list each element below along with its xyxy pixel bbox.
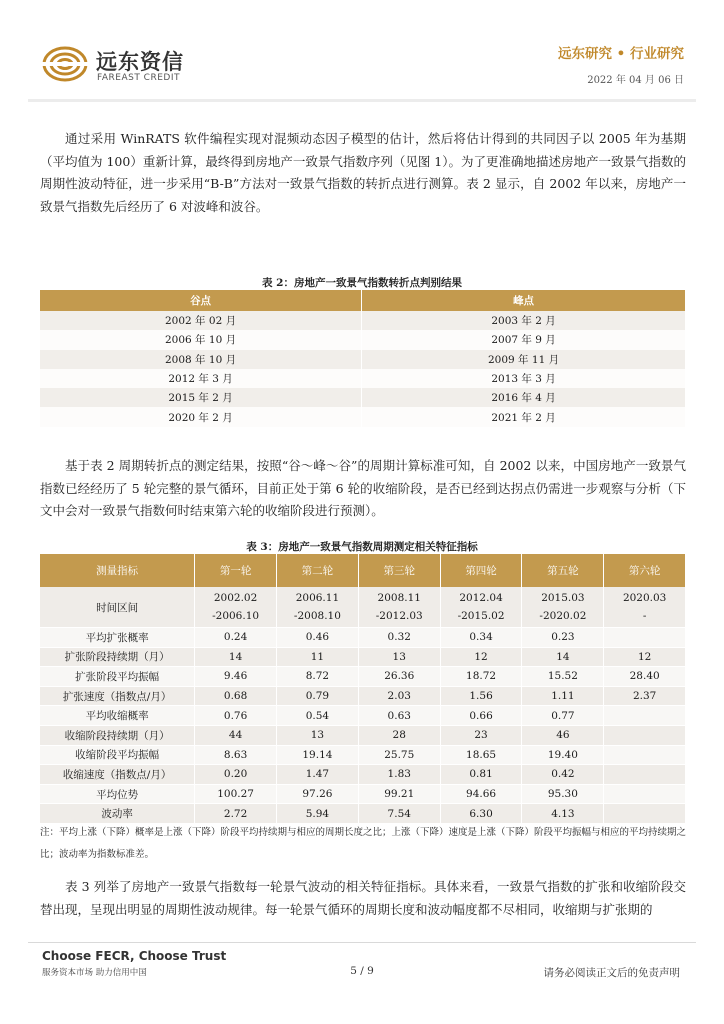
metric-value: [604, 784, 686, 804]
metric-value: 7.54: [358, 804, 440, 824]
interval-line: 2020.03: [622, 592, 667, 604]
metric-value: 0.23: [522, 628, 604, 648]
table-row: [40, 369, 686, 388]
metric-value: [604, 725, 686, 745]
metric-value: 28.40: [604, 667, 686, 687]
metric-value: 4.13: [522, 804, 604, 824]
table-row: [40, 350, 686, 369]
metric-value: 0.42: [522, 765, 604, 785]
report-date: 2022 年 04 月 06 日: [587, 75, 684, 86]
metric-value: 19.14: [277, 745, 359, 765]
metric-value: 13: [277, 725, 359, 745]
footer-disclaimer: 请务必阅读正文后的免责声明: [543, 967, 680, 979]
metric-value: 97.26: [277, 784, 359, 804]
table-row: [40, 745, 686, 765]
metric-value: 28: [358, 725, 440, 745]
table-row: [40, 330, 686, 349]
paragraph-2: 基于表 2 周期转折点的测定结果，按照“谷～峰～谷”的周期计算标准可知，自 2002 以来，中国房地产一致景气指数已经经历了 5 轮完整的景气循环，目前正处于第 6 轮的收缩阶段，是否已经到达拐点仍需进一步观察与分析（下文中会对一致景气指数何时结束第六轮的收缩阶段进行预测）。: [40, 458, 686, 518]
metric-value: 0.76: [195, 706, 277, 726]
table-note: 注：平均上涨（下降）概率是上涨（下降）阶段平均持续期与相应的周期长度之比；上涨（下降）速度是上涨（下降）阶段平均振幅与相应的平均持续期之比；波动率为指数标准差。: [40, 827, 687, 860]
metric-value: 2.37: [604, 686, 686, 706]
page-number: 5 / 9: [350, 965, 374, 977]
metric-value: [604, 745, 686, 765]
interval-line: -2012.03: [375, 610, 423, 622]
turning-points-table: [40, 290, 686, 427]
metric-value: 8.72: [277, 667, 359, 687]
metric-value: 11: [277, 647, 359, 667]
metric-value: 26.36: [358, 667, 440, 687]
metric-label: 平均位势: [40, 784, 195, 804]
fareast-logo-icon: [42, 45, 88, 83]
interval-line: -2020.02: [539, 610, 587, 622]
interval-line: 2015.03: [541, 592, 585, 604]
metric-value: 18.72: [440, 667, 522, 687]
metric-value: 12: [604, 647, 686, 667]
trough-cell: 2002 年 02 月: [40, 311, 362, 330]
metric-value: 95.30: [522, 784, 604, 804]
metric-value: 0.46: [277, 628, 359, 648]
metric-value: 1.83: [358, 765, 440, 785]
trough-cell: 2008 年 10 月: [40, 350, 362, 369]
table3-header-cell: 第六轮: [604, 554, 686, 587]
peak-cell: 2003 年 2 月: [362, 311, 686, 330]
table-row: [40, 388, 686, 407]
metric-value: 0.77: [522, 706, 604, 726]
metric-value: [604, 706, 686, 726]
table3-caption: 表 3：房地产一致景气指数周期测定相关特征指标: [246, 541, 478, 553]
metric-value: 0.24: [195, 628, 277, 648]
peak-cell: 2009 年 11 月: [362, 350, 686, 369]
logo-text-en: FAREAST CREDIT: [97, 73, 180, 83]
metric-value: [604, 804, 686, 824]
page-header: [0, 0, 724, 100]
metric-value: 44: [195, 725, 277, 745]
table3-header-cell: 第五轮: [522, 554, 604, 587]
header-divider: [28, 99, 696, 102]
table-row: [40, 407, 686, 426]
metric-value: 94.66: [440, 784, 522, 804]
metric-value: 14: [522, 647, 604, 667]
table-row: [40, 686, 686, 706]
metric-label: 平均收缩概率: [40, 706, 195, 726]
metric-value: 15.52: [522, 667, 604, 687]
metric-value: 18.65: [440, 745, 522, 765]
metric-value: 19.40: [522, 745, 604, 765]
metric-label: 扩张速度（指数点/月）: [40, 686, 195, 706]
interval-cell: [195, 587, 277, 628]
metric-value: 2.03: [358, 686, 440, 706]
interval-line: 2006.11: [295, 592, 340, 604]
interval-cell: [358, 587, 440, 628]
interval-cell: [277, 587, 359, 628]
metric-value: 0.79: [277, 686, 359, 706]
paragraph-3: 表 3 列举了房地产一致景气指数每一轮景气波动的相关特征指标。具体来看，一致景气指数的扩张和收缩阶段交替出现，呈现出明显的周期性波动规律。每一轮景气循环的周期长度和波动幅度都不尽相同，收缩期与扩张期的: [40, 879, 686, 917]
table-row: [40, 311, 686, 330]
metric-value: 5.94: [277, 804, 359, 824]
metric-label: 扩张阶段持续期（月）: [40, 647, 195, 667]
interval-line: 2002.02: [213, 592, 258, 604]
paragraph-1: 通过采用 WinRATS 软件编程实现对混频动态因子模型的估计，然后将估计得到的共同因子以 2005 年为基期（平均值为 100）重新计算，最终得到房地产一致景气指数序列（见图 1）。为了更准确地描述房地产一致景气指数的周期性波动特征，进一步采用“B-B”方法对一致景气指数的转折点进行测算。表 2 显示，自 2002 年以来，房地产一致景气指数先后经历了 6 对波峰和波谷。: [40, 131, 687, 214]
table-row: [40, 765, 686, 785]
metric-value: 0.68: [195, 686, 277, 706]
trough-cell: 2006 年 10 月: [40, 330, 362, 349]
interval-cell: [440, 587, 522, 628]
table-row: [40, 667, 686, 687]
table3-header-cell: 第一轮: [195, 554, 277, 587]
footer-slogan-en: Choose FECR, Choose Trust: [42, 949, 227, 963]
cycle-metrics-table: [40, 554, 686, 824]
metric-value: 14: [195, 647, 277, 667]
table2-caption: 表 2：房地产一致景气指数转折点判别结果: [262, 277, 462, 289]
table-row: [40, 706, 686, 726]
metric-label: 波动率: [40, 804, 195, 824]
trough-cell: 2015 年 2 月: [40, 388, 362, 407]
interval-cell: [522, 587, 604, 628]
metric-value: 13: [358, 647, 440, 667]
table-row: [40, 804, 686, 824]
metric-value: [604, 628, 686, 648]
metric-value: 0.81: [440, 765, 522, 785]
peak-cell: 2013 年 3 月: [362, 369, 686, 388]
table-row: [40, 784, 686, 804]
metric-value: 9.46: [195, 667, 277, 687]
metric-value: 0.32: [358, 628, 440, 648]
table2-header-peak: 峰点: [362, 290, 686, 311]
table-row: [40, 587, 686, 628]
metric-label: 时间区间: [40, 587, 195, 628]
report-category: 远东研究 • 行业研究: [557, 46, 684, 62]
metric-value: 1.56: [440, 686, 522, 706]
metric-value: 2.72: [195, 804, 277, 824]
table-row: [40, 628, 686, 648]
table3-header-cell: 第三轮: [358, 554, 440, 587]
metric-value: 0.20: [195, 765, 277, 785]
metric-value: 23: [440, 725, 522, 745]
metric-value: 99.21: [358, 784, 440, 804]
trough-cell: 2020 年 2 月: [40, 407, 362, 426]
metric-value: 0.63: [358, 706, 440, 726]
metric-label: 扩张阶段平均振幅: [40, 667, 195, 687]
metric-value: 0.66: [440, 706, 522, 726]
metric-label: 收缩阶段平均振幅: [40, 745, 195, 765]
interval-line: -2015.02: [457, 610, 505, 622]
footer-divider: [28, 942, 696, 943]
table2-header-trough: 谷点: [40, 290, 362, 311]
table3-header-cell: 第四轮: [440, 554, 522, 587]
metric-label: 收缩速度（指数点/月）: [40, 765, 195, 785]
interval-line: -2006.10: [212, 610, 260, 622]
peak-cell: 2021 年 2 月: [362, 407, 686, 426]
peak-cell: 2016 年 4 月: [362, 388, 686, 407]
metric-value: 8.63: [195, 745, 277, 765]
table3-header-cell: 第二轮: [277, 554, 359, 587]
metric-value: 0.34: [440, 628, 522, 648]
interval-cell: [604, 587, 686, 628]
interval-line: -: [642, 610, 647, 622]
interval-line: 2008.11: [377, 592, 421, 604]
metric-value: [604, 765, 686, 785]
metric-value: 1.47: [277, 765, 359, 785]
metric-value: 0.54: [277, 706, 359, 726]
metric-value: 12: [440, 647, 522, 667]
logo-text-cn: 远东资信: [96, 50, 184, 74]
interval-line: 2012.04: [459, 592, 503, 604]
metric-value: 1.11: [522, 686, 604, 706]
metric-value: 100.27: [195, 784, 277, 804]
footer-slogan-cn: 服务资本市场 助力信用中国: [42, 968, 147, 978]
trough-cell: 2012 年 3 月: [40, 369, 362, 388]
table-row: [40, 725, 686, 745]
peak-cell: 2007 年 9 月: [362, 330, 686, 349]
interval-line: -2008.10: [293, 610, 341, 622]
table3-header-cell: 测量指标: [40, 554, 195, 587]
metric-value: 25.75: [358, 745, 440, 765]
metric-label: 平均扩张概率: [40, 628, 195, 648]
metric-value: 46: [522, 725, 604, 745]
metric-label: 收缩阶段持续期（月）: [40, 725, 195, 745]
metric-value: 6.30: [440, 804, 522, 824]
table-row: [40, 647, 686, 667]
